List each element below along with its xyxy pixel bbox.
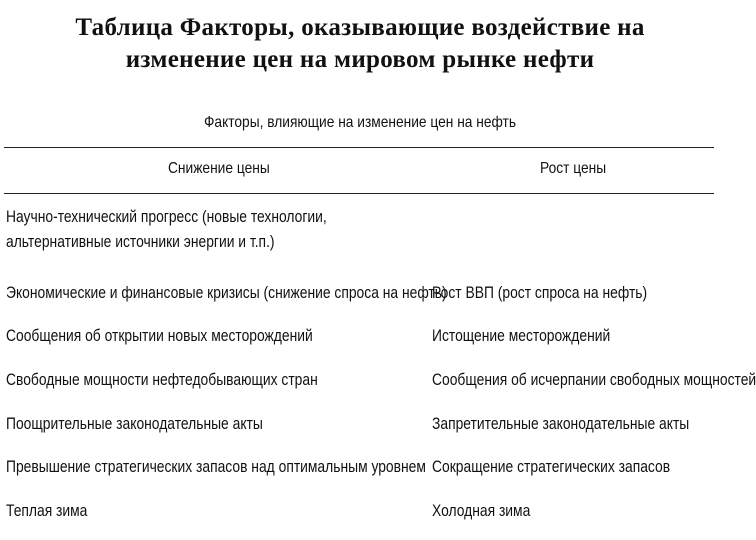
table-cell-increase: Рост ВВП (рост спроса на нефть) <box>432 284 648 302</box>
table-cell-increase: Истощение месторождений <box>432 327 611 345</box>
table-cell-increase: Холодная зима <box>432 502 531 520</box>
column-header-price-increase: Рост цены <box>540 160 607 177</box>
table-cell-increase: Сообщения об исчерпании свободных мощностей <box>432 371 756 389</box>
table-cell-decrease: Свободные мощности нефтедобывающих стран <box>6 371 318 389</box>
column-header-price-decrease: Снижение цены <box>168 160 270 177</box>
slide-title-line-1: Таблица Факторы, оказывающие воздействие на <box>75 14 645 41</box>
slide-title-line-2: изменение цен на мировом рынке нефти <box>125 46 595 73</box>
table-cell-increase: Запретительные законодательные акты <box>432 415 690 433</box>
table-cell-decrease: Экономические и финансовые кризисы (снижение спроса на нефть) <box>6 284 447 302</box>
table-caption: Факторы, влияющие на изменение цен на нефть <box>203 114 517 131</box>
table-cell-decrease: Теплая зима <box>6 502 88 520</box>
table-cell-decrease: Сообщения об открытии новых месторождений <box>6 327 313 345</box>
table-cell-increase: Сокращение стратегических запасов <box>432 458 671 476</box>
table-cell-decrease: Поощрительные законодательные акты <box>6 415 263 433</box>
table-top-rule <box>4 147 714 148</box>
slide-title <box>0 12 720 76</box>
table-cell-decrease: Превышение стратегических запасов над оптимальным уровнем <box>6 458 426 476</box>
table-header-rule <box>4 193 714 194</box>
table-cell-decrease: Научно-технический прогресс (новые технологии, альтернативные источники энергии и т.п.) <box>6 208 327 251</box>
